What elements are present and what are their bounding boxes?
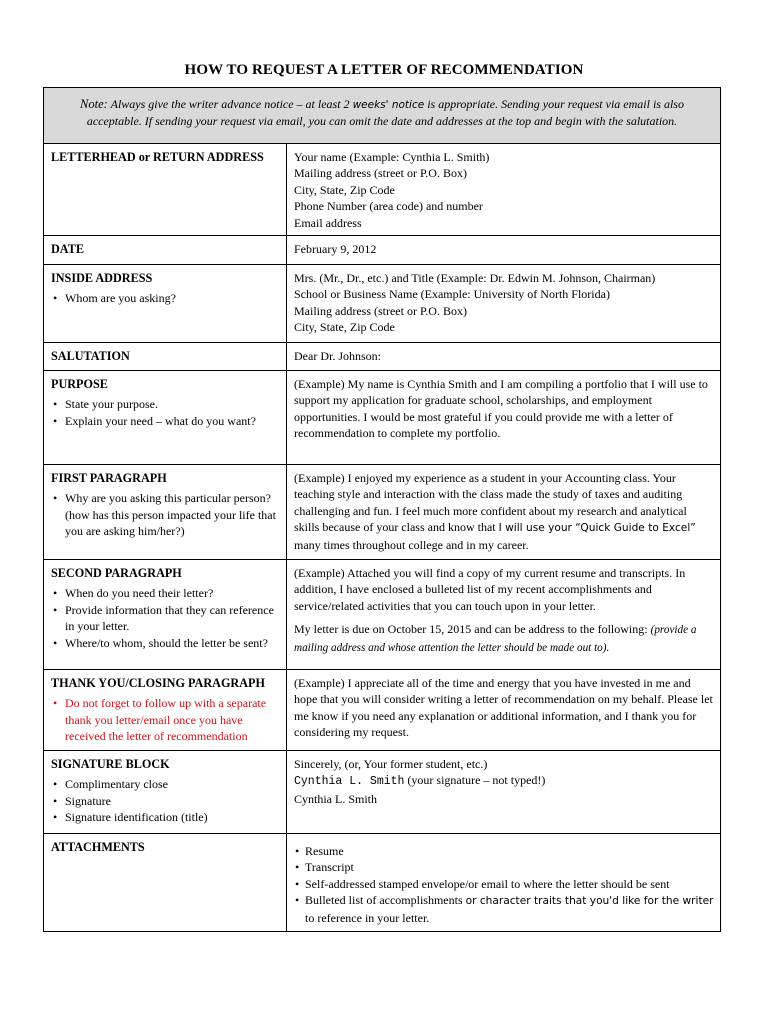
row-inside-address — [44, 265, 721, 343]
row-content-cell — [287, 834, 721, 932]
row-heading-cell — [44, 343, 287, 371]
row-content-cell — [287, 371, 721, 465]
bullet-item: • Where/to whom, should the letter be sent? — [65, 635, 280, 651]
example-paragraph: (Example) My name is Cynthia Smith and I am compiling a portfolio that I will use to support my application for graduate school, scholarships, and employment opportunities. I would be most grateful if you could provide me with a letter of recommendation to complete my portfolio. — [294, 377, 708, 441]
row-signature-block — [44, 751, 721, 834]
attachment-item: • Self-addressed stamped envelope/or email to where the letter should be sent — [305, 876, 714, 892]
signature-line — [294, 772, 714, 790]
row-heading: FIRST PARAGRAPH — [51, 471, 167, 485]
row-content-cell — [287, 560, 721, 670]
signature-note: (your signature – not typed!) — [407, 773, 546, 788]
paragraph-text: My letter is due on October 15, 2015 and can be address to the following: — [294, 622, 648, 637]
content-line: Phone Number (area code) and number — [294, 199, 483, 214]
row-heading: SECOND PARAGRAPH — [51, 566, 182, 580]
bullet-list — [51, 695, 280, 744]
row-heading: DATE — [51, 242, 84, 256]
attachment-text: Bulleted list of accomplishments — [305, 893, 463, 908]
content-line: School or Business Name (Example: University of North Florida) — [294, 287, 610, 302]
row-salutation — [44, 343, 721, 371]
bullet-list — [51, 585, 280, 651]
paragraph-gap — [294, 614, 714, 621]
row-content-cell — [287, 343, 721, 371]
row-heading: LETTERHEAD or RETURN ADDRESS — [51, 150, 264, 164]
row-heading: THANK YOU/CLOSING PARAGRAPH — [51, 676, 265, 690]
row-heading-cell — [44, 670, 287, 751]
bullet-list — [51, 490, 280, 539]
content-line: Mailing address (street or P.O. Box) — [294, 303, 467, 318]
signature-mono: Cynthia L. Smith — [294, 775, 405, 789]
bullet-item-red: • Do not forget to follow up with a separate thank you letter/email once you have received the letter of recommendation — [65, 695, 280, 744]
attachment-item — [305, 892, 714, 926]
row-letterhead — [44, 144, 721, 236]
row-heading: PURPOSE — [51, 377, 108, 391]
attachment-item: • Resume — [305, 843, 714, 859]
row-heading: INSIDE ADDRESS — [51, 271, 153, 285]
due-paragraph — [294, 621, 714, 656]
row-heading-cell — [44, 465, 287, 560]
row-heading-cell — [44, 751, 287, 834]
row-heading-cell — [44, 560, 287, 670]
row-second-paragraph — [44, 560, 721, 670]
attachment-item: • Transcript — [305, 859, 714, 875]
note-cell — [44, 88, 721, 144]
content-line: Mailing address (street or P.O. Box) — [294, 166, 467, 181]
bullet-item: • Signature identification (title) — [65, 809, 280, 825]
row-heading-cell — [44, 265, 287, 343]
row-attachments — [44, 834, 721, 932]
note-row — [44, 88, 721, 144]
paragraph-text-italic: (provide a mailing address and whose attention the letter should be made out to). — [294, 624, 697, 654]
bullet-list — [51, 776, 280, 825]
row-purpose — [44, 371, 721, 465]
row-content-cell — [287, 751, 721, 834]
paragraph-text: (Example) I enjoyed my experience as a student in your Accounting class. Your teaching style and interaction with the class made the study of taxes and auditing challenging and fun. I feel much more confident about my research and analytical skills because of your class and know that — [294, 471, 687, 535]
example-paragraph: (Example) I appreciate all of the time and energy that you have invested in me and hope that you will consider writing a letter of recommendation on my behalf. Please let me know if you need any explanation or additional information, and I thank you for considering my request. — [294, 676, 713, 740]
example-paragraph — [294, 470, 714, 553]
bullet-item: • Signature — [65, 793, 280, 809]
note-label: Note: — [80, 97, 108, 111]
row-heading-cell — [44, 144, 287, 236]
row-heading-cell — [44, 834, 287, 932]
row-content-cell — [287, 465, 721, 560]
row-heading: SIGNATURE BLOCK — [51, 757, 170, 771]
row-content-cell — [287, 670, 721, 751]
content-line: City, State, Zip Code — [294, 320, 395, 335]
row-content-cell — [287, 236, 721, 265]
bullet-item: • Explain your need – what do you want? — [65, 413, 280, 429]
bullet-item: • Whom are you asking? — [65, 290, 280, 306]
content-line: February 9, 2012 — [294, 242, 377, 256]
content-line: Dear Dr. Johnson: — [294, 349, 381, 363]
bullet-item: • When do you need their letter? — [65, 585, 280, 601]
content-line: City, State, Zip Code — [294, 182, 395, 197]
row-content-cell — [287, 144, 721, 236]
row-thank-you — [44, 670, 721, 751]
content-line: Sincerely, (or, Your former student, etc.) — [294, 757, 488, 771]
content-line: Email address — [294, 215, 362, 230]
attachment-text-sans: or character traits that you'd like for the writer — [465, 895, 714, 908]
paragraph-text: many times throughout college and in my career. — [294, 537, 529, 552]
note-weeks: weeks' notice — [352, 99, 425, 111]
row-heading-cell — [44, 371, 287, 465]
row-heading-cell — [44, 236, 287, 265]
row-first-paragraph — [44, 465, 721, 560]
row-date — [44, 236, 721, 265]
row-content-cell — [287, 265, 721, 343]
bullet-item: • Why are you asking this particular person? (how has this person impacted your life that you are asking him/her?) — [65, 490, 280, 539]
row-heading: SALUTATION — [51, 349, 130, 363]
content-line: Cynthia L. Smith — [294, 791, 378, 806]
bullet-list — [51, 396, 280, 429]
bullet-item: • Complimentary close — [65, 776, 280, 792]
bullet-item: • State your purpose. — [65, 396, 280, 412]
example-paragraph: (Example) Attached you will find a copy of my current resume and transcripts. In addition, I have enclosed a bulleted list of my recent accomplishments and service/related activities that you can touch upon in your letter. — [294, 566, 686, 613]
row-heading: ATTACHMENTS — [51, 840, 145, 854]
instruction-table — [43, 87, 721, 932]
bullet-item: • Provide information that they can reference in your letter. — [65, 602, 280, 635]
note-text-2: is appropriate. Sending your request via email is also acceptable. If sending your request via email, you can omit the date and addresses at the top and begin with the salutation. — [86, 97, 684, 129]
content-line: Mrs. (Mr., Dr., etc.) and Title (Example: Dr. Edwin M. Johnson, Chairman) — [294, 271, 656, 285]
content-line: Your name (Example: Cynthia L. Smith) — [294, 150, 490, 164]
note-text-1: Always give the writer advance notice – at least 2 — [110, 97, 350, 111]
attachment-list — [294, 843, 714, 926]
paragraph-text-sans: I will use your “Quick Guide to Excel” — [498, 522, 696, 535]
page-title: HOW TO REQUEST A LETTER OF RECOMMENDATION — [184, 62, 584, 78]
bullet-list — [51, 290, 280, 306]
attachment-text: to reference in your letter. — [305, 910, 430, 925]
